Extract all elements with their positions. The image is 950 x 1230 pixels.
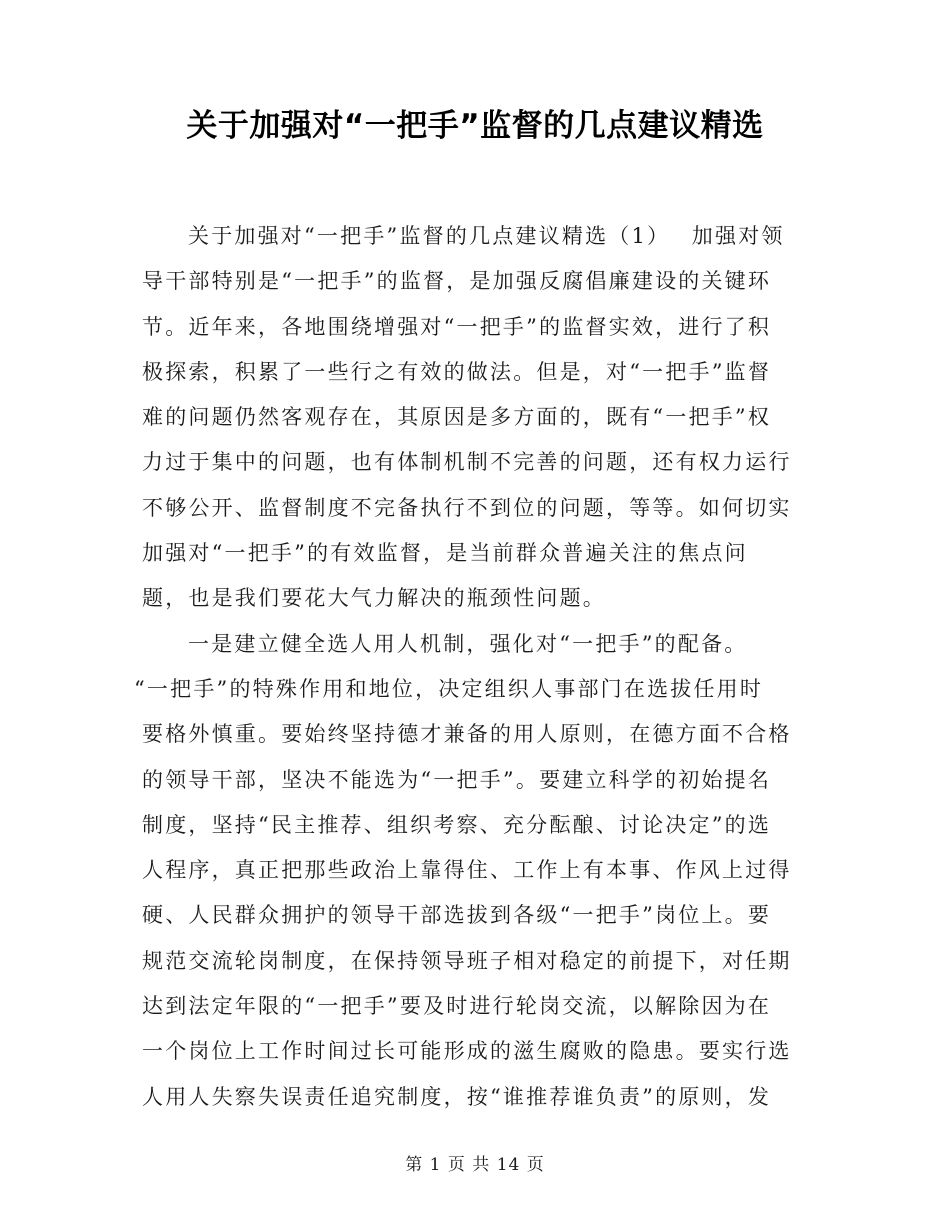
page-footer: 第 1 页 共 14 页 bbox=[405, 1155, 545, 1175]
document-body bbox=[134, 214, 802, 1120]
paragraph-line: 硬、人民群众拥护的领导干部选拔到各级“一把手”岗位上。要 bbox=[142, 903, 772, 928]
paragraph-line: 题，也是我们要花大气力解决的瓶颈性问题。 bbox=[142, 586, 606, 611]
paragraph-line: 不够公开、监督制度不完备执行不到位的问题，等等。如何切实 bbox=[142, 495, 792, 520]
paragraph-line: 难的问题仍然客观存在，其原因是多方面的，既有“一把手”权 bbox=[142, 405, 772, 430]
paragraph-line: 一个岗位上工作时间过长可能形成的滋生腐败的隐患。要实行选 bbox=[142, 1039, 792, 1064]
paragraph-line: 力过于集中的问题，也有体制机制不完善的问题，还有权力运行 bbox=[142, 450, 792, 475]
paragraph-line: 制度，坚持“民主推荐、组织考察、充分酝酿、讨论决定”的选 bbox=[142, 812, 772, 837]
paragraph-line: 达到法定年限的“一把手”要及时进行轮岗交流，以解除因为在 bbox=[142, 994, 772, 1019]
paragraph-line: 人程序，真正把那些政治上靠得住、工作上有本事、作风上过得 bbox=[142, 858, 792, 883]
paragraph-line: 规范交流轮岗制度，在保持领导班子相对稳定的前提下，对任期 bbox=[142, 948, 792, 973]
paragraph-line: “一把手”的特殊作用和地位，决定组织人事部门在选拔任用时 bbox=[134, 676, 764, 701]
paragraph-line: 节。近年来，各地围绕增强对“一把手”的监督实效，进行了积 bbox=[142, 314, 772, 339]
paragraph-line: 人用人失察失误责任追究制度，按“谁推荐谁负责”的原则，发 bbox=[142, 1084, 772, 1109]
paragraph-line: 一是建立健全选人用人机制，强化对“一把手”的配备。 bbox=[188, 631, 748, 656]
paragraph-line: 加强对“一把手”的有效监督，是当前群众普遍关注的焦点问 bbox=[142, 541, 748, 566]
paragraph-line: 要格外慎重。要始终坚持德才兼备的用人原则，在德方面不合格 bbox=[142, 722, 792, 747]
document-title: 关于加强对“一把手”监督的几点建议精选 bbox=[186, 108, 764, 144]
paragraph-line: 关于加强对“一把手”监督的几点建议精选（1） 加强对领 bbox=[188, 224, 785, 248]
paragraph-line: 的领导干部，坚决不能选为“一把手”。要建立科学的初始提名 bbox=[142, 767, 772, 792]
paragraph-line: 导干部特别是“一把手”的监督，是加强反腐倡廉建设的关键环 bbox=[142, 269, 772, 294]
paragraph-line: 极探索，积累了一些行之有效的做法。但是，对“一把手”监督 bbox=[142, 359, 772, 384]
